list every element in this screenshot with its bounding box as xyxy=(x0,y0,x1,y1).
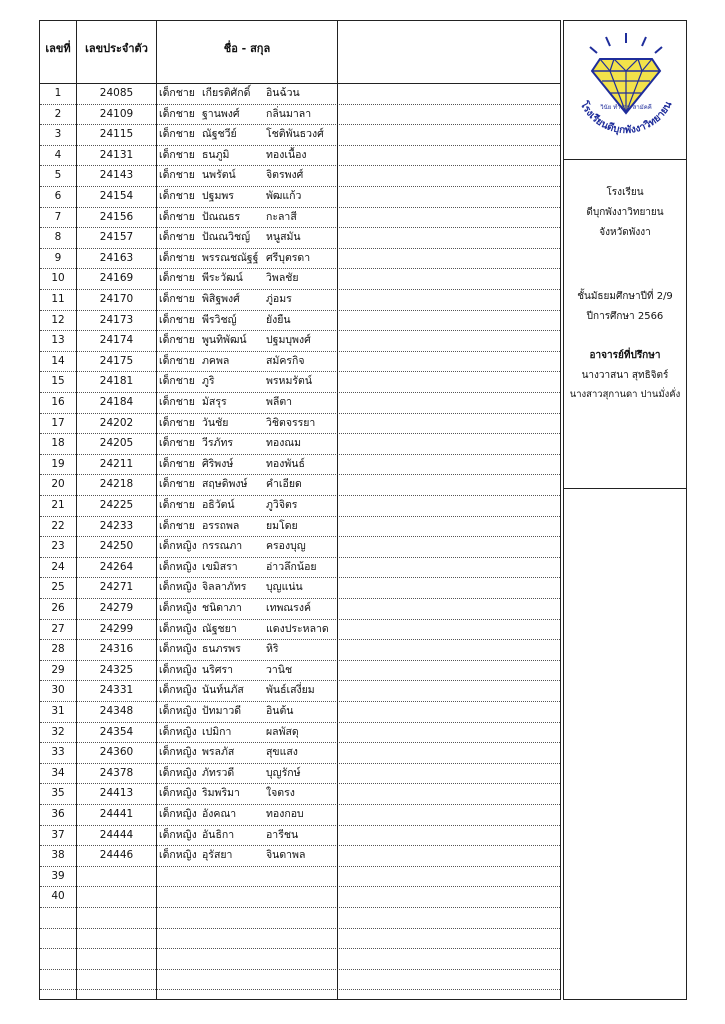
table-row xyxy=(40,227,560,249)
table-row xyxy=(40,186,560,208)
last-name: หิริ xyxy=(266,643,279,656)
student-id: 24413 xyxy=(99,787,134,800)
name-prefix: เด็กหญิง xyxy=(159,643,197,656)
table-row xyxy=(40,454,560,476)
last-name: อินฉ้วน xyxy=(266,87,300,99)
name-prefix: เด็กชาย xyxy=(159,478,195,491)
name-prefix: เด็กชาย xyxy=(159,107,195,120)
row-number: 20 xyxy=(51,478,65,491)
table-row xyxy=(40,825,560,847)
table-row xyxy=(40,783,560,805)
row-number: 14 xyxy=(51,354,65,367)
first-name: ภูริ xyxy=(202,375,215,388)
last-name: ทองกอบ xyxy=(266,808,304,820)
advisor-2: นางสาวสุกานดา ปานมั่งคั่ง xyxy=(569,389,681,400)
row-number: 29 xyxy=(51,663,65,676)
student-id: 24131 xyxy=(99,148,134,161)
table-row xyxy=(40,495,560,517)
name-prefix: เด็กหญิง xyxy=(159,849,197,862)
name-prefix: เด็กชาย xyxy=(159,190,195,202)
first-name: ปัณณธร xyxy=(202,210,241,223)
name-prefix: เด็กหญิง xyxy=(159,808,197,820)
first-name: อรรถพล xyxy=(202,519,240,532)
student-id: 24169 xyxy=(99,272,134,285)
first-name: ริมพริมา xyxy=(202,787,240,800)
table-row xyxy=(40,433,560,455)
first-name: นริศรา xyxy=(202,663,234,676)
last-name: ยังยืน xyxy=(266,313,291,326)
name-prefix: เด็กชาย xyxy=(159,416,195,429)
first-name: อธิวัตน์ xyxy=(202,499,235,511)
school-line-1: โรงเรียน xyxy=(606,187,644,198)
student-id: 24181 xyxy=(99,375,134,388)
table-row xyxy=(40,516,560,538)
last-name: กะลาสี xyxy=(266,210,297,223)
table-row xyxy=(40,330,560,352)
table-row xyxy=(40,207,560,229)
first-name: นันท์นภัส xyxy=(202,684,244,697)
table-row xyxy=(40,577,560,599)
last-name: ทองพันธ์ xyxy=(266,457,305,470)
name-prefix: เด็กหญิง xyxy=(159,622,197,635)
last-name: วานิช xyxy=(266,663,293,676)
row-number: 26 xyxy=(51,602,65,614)
school-line-2: ดีบุกพังงาวิทยายน xyxy=(586,207,664,218)
row-number: 33 xyxy=(51,746,65,759)
student-id: 24157 xyxy=(99,231,134,244)
row-number: 35 xyxy=(51,787,65,800)
name-prefix xyxy=(159,866,199,887)
name-prefix: เด็กหญิง xyxy=(159,766,197,779)
last-name: หนูสมัน xyxy=(266,231,301,244)
first-name: พีระวัฒน์ xyxy=(202,272,243,285)
first-name: อันธิกา xyxy=(202,828,235,841)
name-prefix: เด็กหญิง xyxy=(159,684,197,697)
first-name: พรลภัส xyxy=(202,746,235,759)
first-name: ชนิดาภา xyxy=(202,602,242,614)
student-id: 24279 xyxy=(99,602,134,614)
student-id: 24184 xyxy=(99,396,134,408)
first-name xyxy=(202,866,272,887)
last-name: ครองบุญ xyxy=(266,540,306,553)
column-divider xyxy=(156,21,157,999)
last-name: สมัครกิจ xyxy=(266,354,305,367)
header-student-id: เลขประจำตัว xyxy=(85,42,148,55)
name-prefix xyxy=(159,886,199,907)
diamond-logo-icon xyxy=(564,21,686,159)
last-name: อินต้น xyxy=(266,705,294,717)
student-id: 24354 xyxy=(99,725,134,738)
table-row xyxy=(40,104,560,126)
student-id: 24316 xyxy=(99,643,134,656)
row-number: 11 xyxy=(51,293,65,305)
name-prefix: เด็กชาย xyxy=(159,457,195,470)
table-row xyxy=(40,248,560,270)
name-prefix: เด็กชาย xyxy=(159,87,195,99)
first-name: มัสรุร xyxy=(202,396,227,408)
name-prefix: เด็กหญิง xyxy=(159,725,197,738)
table-row xyxy=(40,886,560,908)
student-id: 24299 xyxy=(99,622,134,635)
name-prefix: เด็กชาย xyxy=(159,148,195,161)
first-name: ภัทรวดี xyxy=(202,766,235,779)
table-row xyxy=(40,536,560,558)
last-name xyxy=(266,866,338,887)
last-name: จินดาพล xyxy=(266,849,306,862)
panel-divider xyxy=(564,488,686,489)
column-divider xyxy=(76,21,77,999)
name-prefix: เด็กชาย xyxy=(159,251,195,264)
last-name: กลิ่นมาลา xyxy=(266,107,312,120)
last-name: ปฐมบุพงศ์ xyxy=(266,334,311,347)
row-number: 40 xyxy=(51,890,65,903)
last-name: ภู่อมร xyxy=(266,293,292,305)
first-name: กรรณภา xyxy=(202,540,243,553)
header-name: ชื่อ - สกุล xyxy=(223,42,271,55)
class-info-panel xyxy=(563,20,687,1000)
table-row xyxy=(40,124,560,146)
first-name: เขมิสรา xyxy=(202,560,238,573)
student-id xyxy=(77,866,156,887)
student-id: 24205 xyxy=(99,437,134,450)
name-prefix: เด็กชาย xyxy=(159,272,195,285)
name-prefix: เด็กชาย xyxy=(159,293,195,305)
first-name: ธนภรพร xyxy=(202,643,241,656)
name-prefix: เด็กหญิง xyxy=(159,787,197,800)
student-id: 24143 xyxy=(99,169,134,182)
student-id: 24444 xyxy=(99,828,134,841)
last-name: วิชิตจรรยา xyxy=(266,416,316,429)
class-level: ชั้นมัธยมศึกษาปีที่ 2/9 xyxy=(577,291,673,302)
first-name: เปมิกา xyxy=(202,725,232,738)
last-name: บุญรักษ์ xyxy=(266,766,301,779)
table-row xyxy=(40,310,560,332)
table-row xyxy=(40,969,560,991)
row-number: 37 xyxy=(51,828,65,841)
table-row xyxy=(40,763,560,785)
table-row xyxy=(40,701,560,723)
student-id: 24170 xyxy=(99,293,134,305)
row-number: 18 xyxy=(51,437,65,450)
student-id: 24163 xyxy=(99,251,134,264)
row-number: 36 xyxy=(51,808,65,820)
last-name: พันธ์เสงี่ยม xyxy=(266,684,315,697)
row-number: 31 xyxy=(51,705,65,717)
column-divider xyxy=(337,21,338,999)
table-row xyxy=(40,268,560,290)
first-name: พีรวิชญ์ xyxy=(202,313,237,326)
logo-motto: วินัย ทำงาน สามัคคี xyxy=(600,104,652,111)
table-row xyxy=(40,371,560,393)
student-id: 24218 xyxy=(99,478,134,491)
table-row xyxy=(40,866,560,888)
first-name: ปฐมพร xyxy=(202,190,234,202)
student-id: 24115 xyxy=(99,128,134,141)
row-number: 34 xyxy=(51,766,65,779)
table-row xyxy=(40,289,560,311)
row-number: 21 xyxy=(51,499,65,511)
student-id: 24175 xyxy=(99,354,134,367)
name-prefix: เด็กชาย xyxy=(159,313,195,326)
table-row xyxy=(40,639,560,661)
table-row xyxy=(40,351,560,373)
first-name: วีรภัทร xyxy=(202,437,234,450)
first-name: อุรัสยา xyxy=(202,849,233,862)
table-row xyxy=(40,680,560,702)
student-id: 24154 xyxy=(99,190,134,202)
first-name: สฤษดิพงษ์ xyxy=(202,478,248,491)
table-row xyxy=(40,948,560,970)
first-name: ศิริพงษ์ xyxy=(202,457,234,470)
last-name: วิพลชัย xyxy=(266,272,299,285)
row-number: 28 xyxy=(51,643,65,656)
table-row xyxy=(40,989,560,1010)
first-name: นพรัตน์ xyxy=(202,169,236,182)
first-name: พรรณชณัฐฐ์ xyxy=(202,251,259,264)
school-line-3: จังหวัดพังงา xyxy=(599,227,651,238)
row-number: 5 xyxy=(54,169,62,182)
first-name: จิลลาภัทร xyxy=(202,581,247,594)
first-name: ปัทมาวดี xyxy=(202,705,242,717)
last-name: ศรีบุตรดา xyxy=(266,251,311,264)
name-prefix: เด็กหญิง xyxy=(159,540,197,553)
student-id: 24360 xyxy=(99,746,134,759)
last-name: ผลพัสดุ xyxy=(266,725,299,738)
name-prefix: เด็กชาย xyxy=(159,210,195,223)
first-name: ณัฐชวีย์ xyxy=(202,128,237,141)
table-row xyxy=(40,722,560,744)
row-number: 24 xyxy=(51,560,65,573)
first-name: ภคพล xyxy=(202,354,230,367)
last-name: พลีตา xyxy=(266,396,293,408)
row-number: 3 xyxy=(54,128,62,141)
student-id: 24202 xyxy=(99,416,134,429)
student-id: 24441 xyxy=(99,808,134,820)
student-id xyxy=(77,886,156,907)
student-id: 24225 xyxy=(99,499,134,511)
row-number: 9 xyxy=(54,251,62,264)
last-name: พรหมรัตน์ xyxy=(266,375,313,388)
name-prefix: เด็กชาย xyxy=(159,437,195,450)
first-name: ฐานพงศ์ xyxy=(202,107,240,120)
last-name: ใจตรง xyxy=(266,787,295,800)
name-prefix: เด็กชาย xyxy=(159,519,195,532)
table-row xyxy=(40,557,560,579)
panel-divider xyxy=(564,159,686,160)
school-logo xyxy=(564,21,686,159)
row-number: 23 xyxy=(51,540,65,553)
academic-year: ปีการศึกษา 2566 xyxy=(586,311,664,322)
table-row xyxy=(40,413,560,435)
first-name: ณัฐชยา xyxy=(202,622,237,635)
last-name xyxy=(266,886,338,907)
name-prefix: เด็กชาย xyxy=(159,354,195,367)
table-row xyxy=(40,598,560,620)
name-prefix: เด็กชาย xyxy=(159,128,195,141)
row-number: 1 xyxy=(54,87,62,99)
table-header xyxy=(40,21,560,84)
last-name: ยมโดย xyxy=(266,519,298,532)
first-name: พูนทิพัฒน์ xyxy=(202,334,247,347)
header-number: เลขที่ xyxy=(45,42,71,55)
table-row xyxy=(40,392,560,414)
name-prefix: เด็กหญิง xyxy=(159,746,197,759)
table-row xyxy=(40,928,560,950)
last-name: แดงประหลาด xyxy=(266,622,329,635)
name-prefix: เด็กหญิง xyxy=(159,828,197,841)
first-name xyxy=(202,886,272,907)
row-number: 19 xyxy=(51,457,65,470)
row-number: 17 xyxy=(51,416,65,429)
first-name: เกียรติศักดิ์ xyxy=(202,87,251,99)
student-id: 24109 xyxy=(99,107,134,120)
student-id: 24325 xyxy=(99,663,134,676)
row-number: 22 xyxy=(51,519,65,532)
name-prefix: เด็กชาย xyxy=(159,375,195,388)
row-number: 13 xyxy=(51,334,65,347)
student-id: 24271 xyxy=(99,581,134,594)
last-name: ภูวิจิตร xyxy=(266,499,298,511)
row-number: 27 xyxy=(51,622,65,635)
table-row xyxy=(40,83,560,105)
first-name: ธนภูมิ xyxy=(202,148,230,161)
table-row xyxy=(40,845,560,867)
advisor-1: นางวาสนา สุทธิจิตร์ xyxy=(581,370,669,381)
student-id: 24233 xyxy=(99,519,134,532)
name-prefix: เด็กหญิง xyxy=(159,663,197,676)
last-name: อ่าวลึกน้อย xyxy=(266,560,317,573)
row-number: 38 xyxy=(51,849,65,862)
student-roster-table xyxy=(39,20,561,1000)
name-prefix: เด็กหญิง xyxy=(159,560,197,573)
table-row xyxy=(40,742,560,764)
first-name: อังคณา xyxy=(202,808,237,820)
row-number: 8 xyxy=(54,231,62,244)
last-name: บุญแน่น xyxy=(266,581,303,594)
last-name: เทพณรงค์ xyxy=(266,602,311,614)
table-row xyxy=(40,165,560,187)
row-number: 6 xyxy=(54,190,62,202)
row-number: 15 xyxy=(51,375,65,388)
row-number: 2 xyxy=(54,107,62,120)
last-name: สุขแสง xyxy=(266,746,298,759)
table-row xyxy=(40,907,560,929)
row-number: 10 xyxy=(51,272,65,285)
student-id: 24250 xyxy=(99,540,134,553)
last-name: ทองณม xyxy=(266,437,302,450)
table-row xyxy=(40,145,560,167)
last-name: พัฒแก้ว xyxy=(266,190,302,202)
student-id: 24156 xyxy=(99,210,134,223)
row-number: 4 xyxy=(54,148,62,161)
name-prefix: เด็กชาย xyxy=(159,334,195,347)
table-row xyxy=(40,660,560,682)
name-prefix: เด็กหญิง xyxy=(159,705,197,717)
student-id: 24174 xyxy=(99,334,134,347)
student-id: 24173 xyxy=(99,313,134,326)
row-number: 7 xyxy=(54,210,62,223)
name-prefix: เด็กชาย xyxy=(159,499,195,511)
last-name: ทองเนื้อง xyxy=(266,148,307,161)
row-number: 25 xyxy=(51,581,65,594)
table-row xyxy=(40,619,560,641)
table-row xyxy=(40,804,560,826)
name-prefix: เด็กชาย xyxy=(159,231,195,244)
name-prefix: เด็กชาย xyxy=(159,169,195,182)
row-number: 32 xyxy=(51,725,65,738)
advisor-heading: อาจารย์ที่ปรึกษา xyxy=(589,350,661,361)
last-name: คำเอียด xyxy=(266,478,302,491)
first-name: ปัณณวิชญ์ xyxy=(202,231,251,244)
student-id: 24378 xyxy=(99,766,134,779)
table-row xyxy=(40,474,560,496)
first-name: วันชัย xyxy=(202,416,229,429)
row-number: 16 xyxy=(51,396,65,408)
student-id: 24446 xyxy=(99,849,134,862)
first-name: พิสิฐพงศ์ xyxy=(202,293,240,305)
row-number: 39 xyxy=(51,869,65,882)
student-id: 24264 xyxy=(99,560,134,573)
name-prefix: เด็กชาย xyxy=(159,396,195,408)
logo-ring-text: โรงเรียนดีบุกพังงาวิทยายน xyxy=(577,99,675,137)
name-prefix: เด็กหญิง xyxy=(159,581,197,594)
last-name: อารีชน xyxy=(266,828,299,841)
last-name: จิตรพงศ์ xyxy=(266,169,304,182)
student-id: 24348 xyxy=(99,705,134,717)
student-id: 24085 xyxy=(99,87,134,99)
row-number: 12 xyxy=(51,313,65,326)
row-number: 30 xyxy=(51,684,65,697)
last-name: โชติพันธวงศ์ xyxy=(266,128,324,141)
student-id: 24331 xyxy=(99,684,134,697)
student-id: 24211 xyxy=(99,457,134,470)
name-prefix: เด็กหญิง xyxy=(159,602,197,614)
